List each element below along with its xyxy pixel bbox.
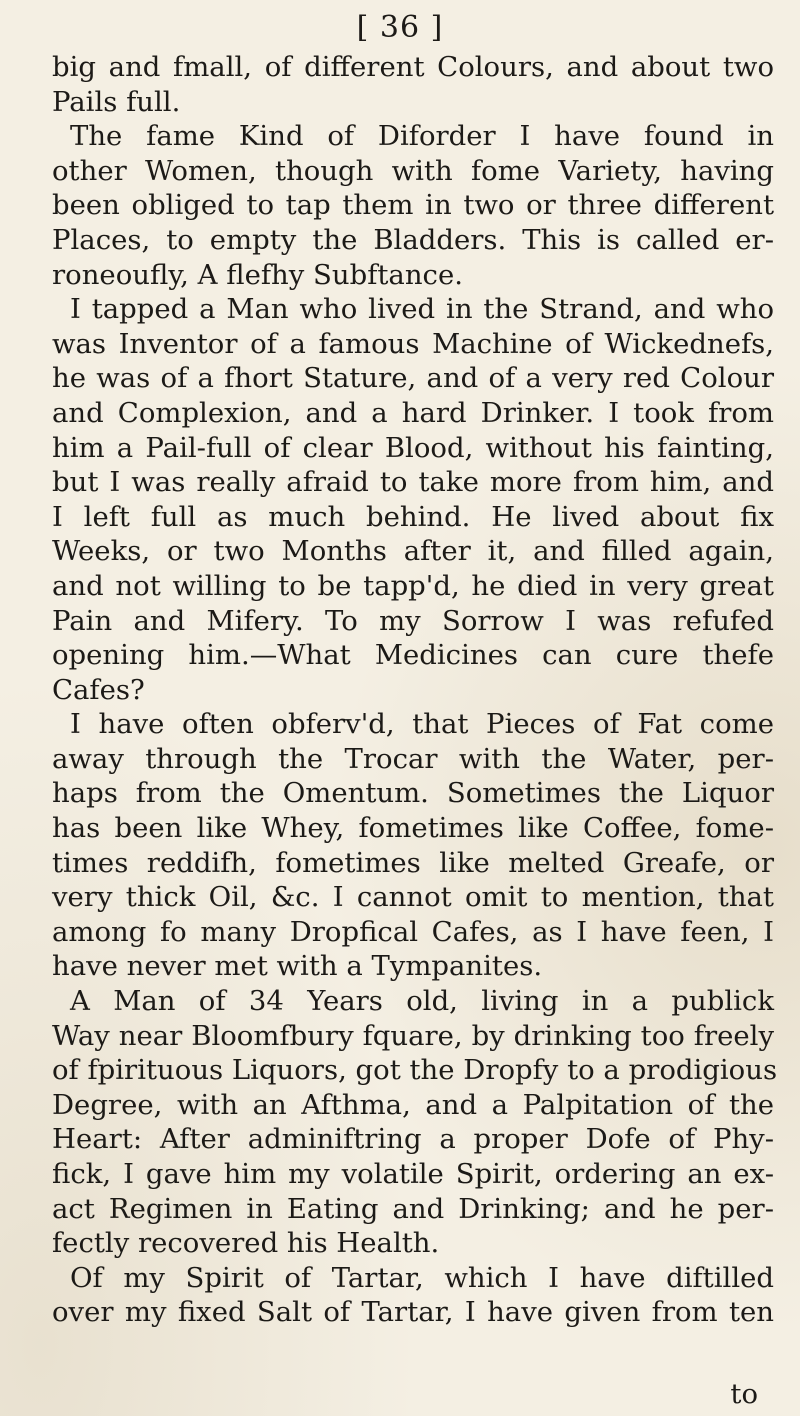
text-line-11: and Complexion, and a hard Drinker. I took from	[52, 396, 774, 429]
text-line-10: he was of a fhort Stature, and of a very red Colour	[52, 362, 774, 395]
text-line-6: Places, to empty the Bladders. This is called er-	[52, 223, 774, 256]
text-line-35: fectly recovered his Health.	[52, 1227, 440, 1260]
text-line-4: other Women, though with fome Variety, having	[52, 154, 774, 187]
text-line-3: The fame Kind of Diforder I have found in	[70, 120, 774, 153]
text-line-9: was Inventor of a famous Machine of Wickednefs,	[52, 327, 774, 360]
text-line-7: roneoufly, A flefhy Subftance.	[52, 258, 463, 291]
text-line-21: away through the Trocar with the Water, per-	[52, 742, 774, 775]
text-line-30: of fpirituous Liquors, got the Dropfy to a prodigious	[52, 1054, 778, 1087]
text-line-19: Cafes?	[52, 673, 145, 706]
text-line-5: been obliged to tap them in two or three different	[52, 189, 774, 222]
text-line-25: very thick Oil, &c. I cannot omit to mention, that	[52, 881, 774, 914]
text-line-36: Of my Spirit of Tartar, which I have diftilled	[70, 1261, 774, 1294]
text-line-37: over my fixed Salt of Tartar, I have given from ten	[52, 1296, 774, 1329]
text-line-16: and not willing to be tapp'd, he died in very great	[52, 569, 774, 602]
text-line-34: act Regimen in Eating and Drinking; and he per-	[52, 1192, 774, 1225]
text-line-27: have never met with a Tympanites.	[52, 950, 543, 983]
text-line-22: haps from the Omentum. Sometimes the Liquor	[52, 777, 774, 810]
body-text	[52, 50, 778, 1330]
text-line-26: among fo many Dropfical Cafes, as I have feen, I	[52, 915, 774, 948]
text-line-20: I have often obferv'd, that Pieces of Fat come	[70, 708, 774, 741]
text-line-24: times reddifh, fometimes like melted Greafe, or	[52, 846, 774, 879]
text-line-12: him a Pail-full of clear Blood, without his fainting,	[52, 431, 774, 464]
text-line-28: A Man of 34 Years old, living in a publick	[70, 985, 774, 1018]
text-line-29: Way near Bloomfbury fquare, by drinking too freely	[52, 1019, 774, 1052]
text-line-14: I left full as much behind. He lived about fix	[52, 500, 774, 533]
text-line-18: opening him.—What Medicines can cure thefe	[52, 639, 774, 672]
text-line-32: Heart: After adminiftring a proper Dofe of Phy-	[52, 1123, 774, 1156]
text-line-8: I tapped a Man who lived in the Strand, and who	[70, 293, 774, 326]
text-line-1: big and fmall, of different Colours, and about two	[52, 51, 774, 83]
text-line-23: has been like Whey, fometimes like Coffee, fome-	[52, 812, 774, 845]
catchword: to	[730, 1378, 758, 1410]
page-number: [ 36 ]	[356, 10, 444, 45]
text-line-2: Pails full.	[52, 85, 181, 118]
text-line-13: but I was really afraid to take more from him, and	[52, 466, 774, 499]
text-line-33: fick, I gave him my volatile Spirit, ordering an ex-	[52, 1158, 774, 1190]
text-line-17: Pain and Mifery. To my Sorrow I was refufed	[52, 604, 774, 637]
text-line-15: Weeks, or two Months after it, and filled again,	[52, 535, 774, 568]
text-line-31: Degree, with an Afthma, and a Palpitation of the	[52, 1088, 774, 1121]
